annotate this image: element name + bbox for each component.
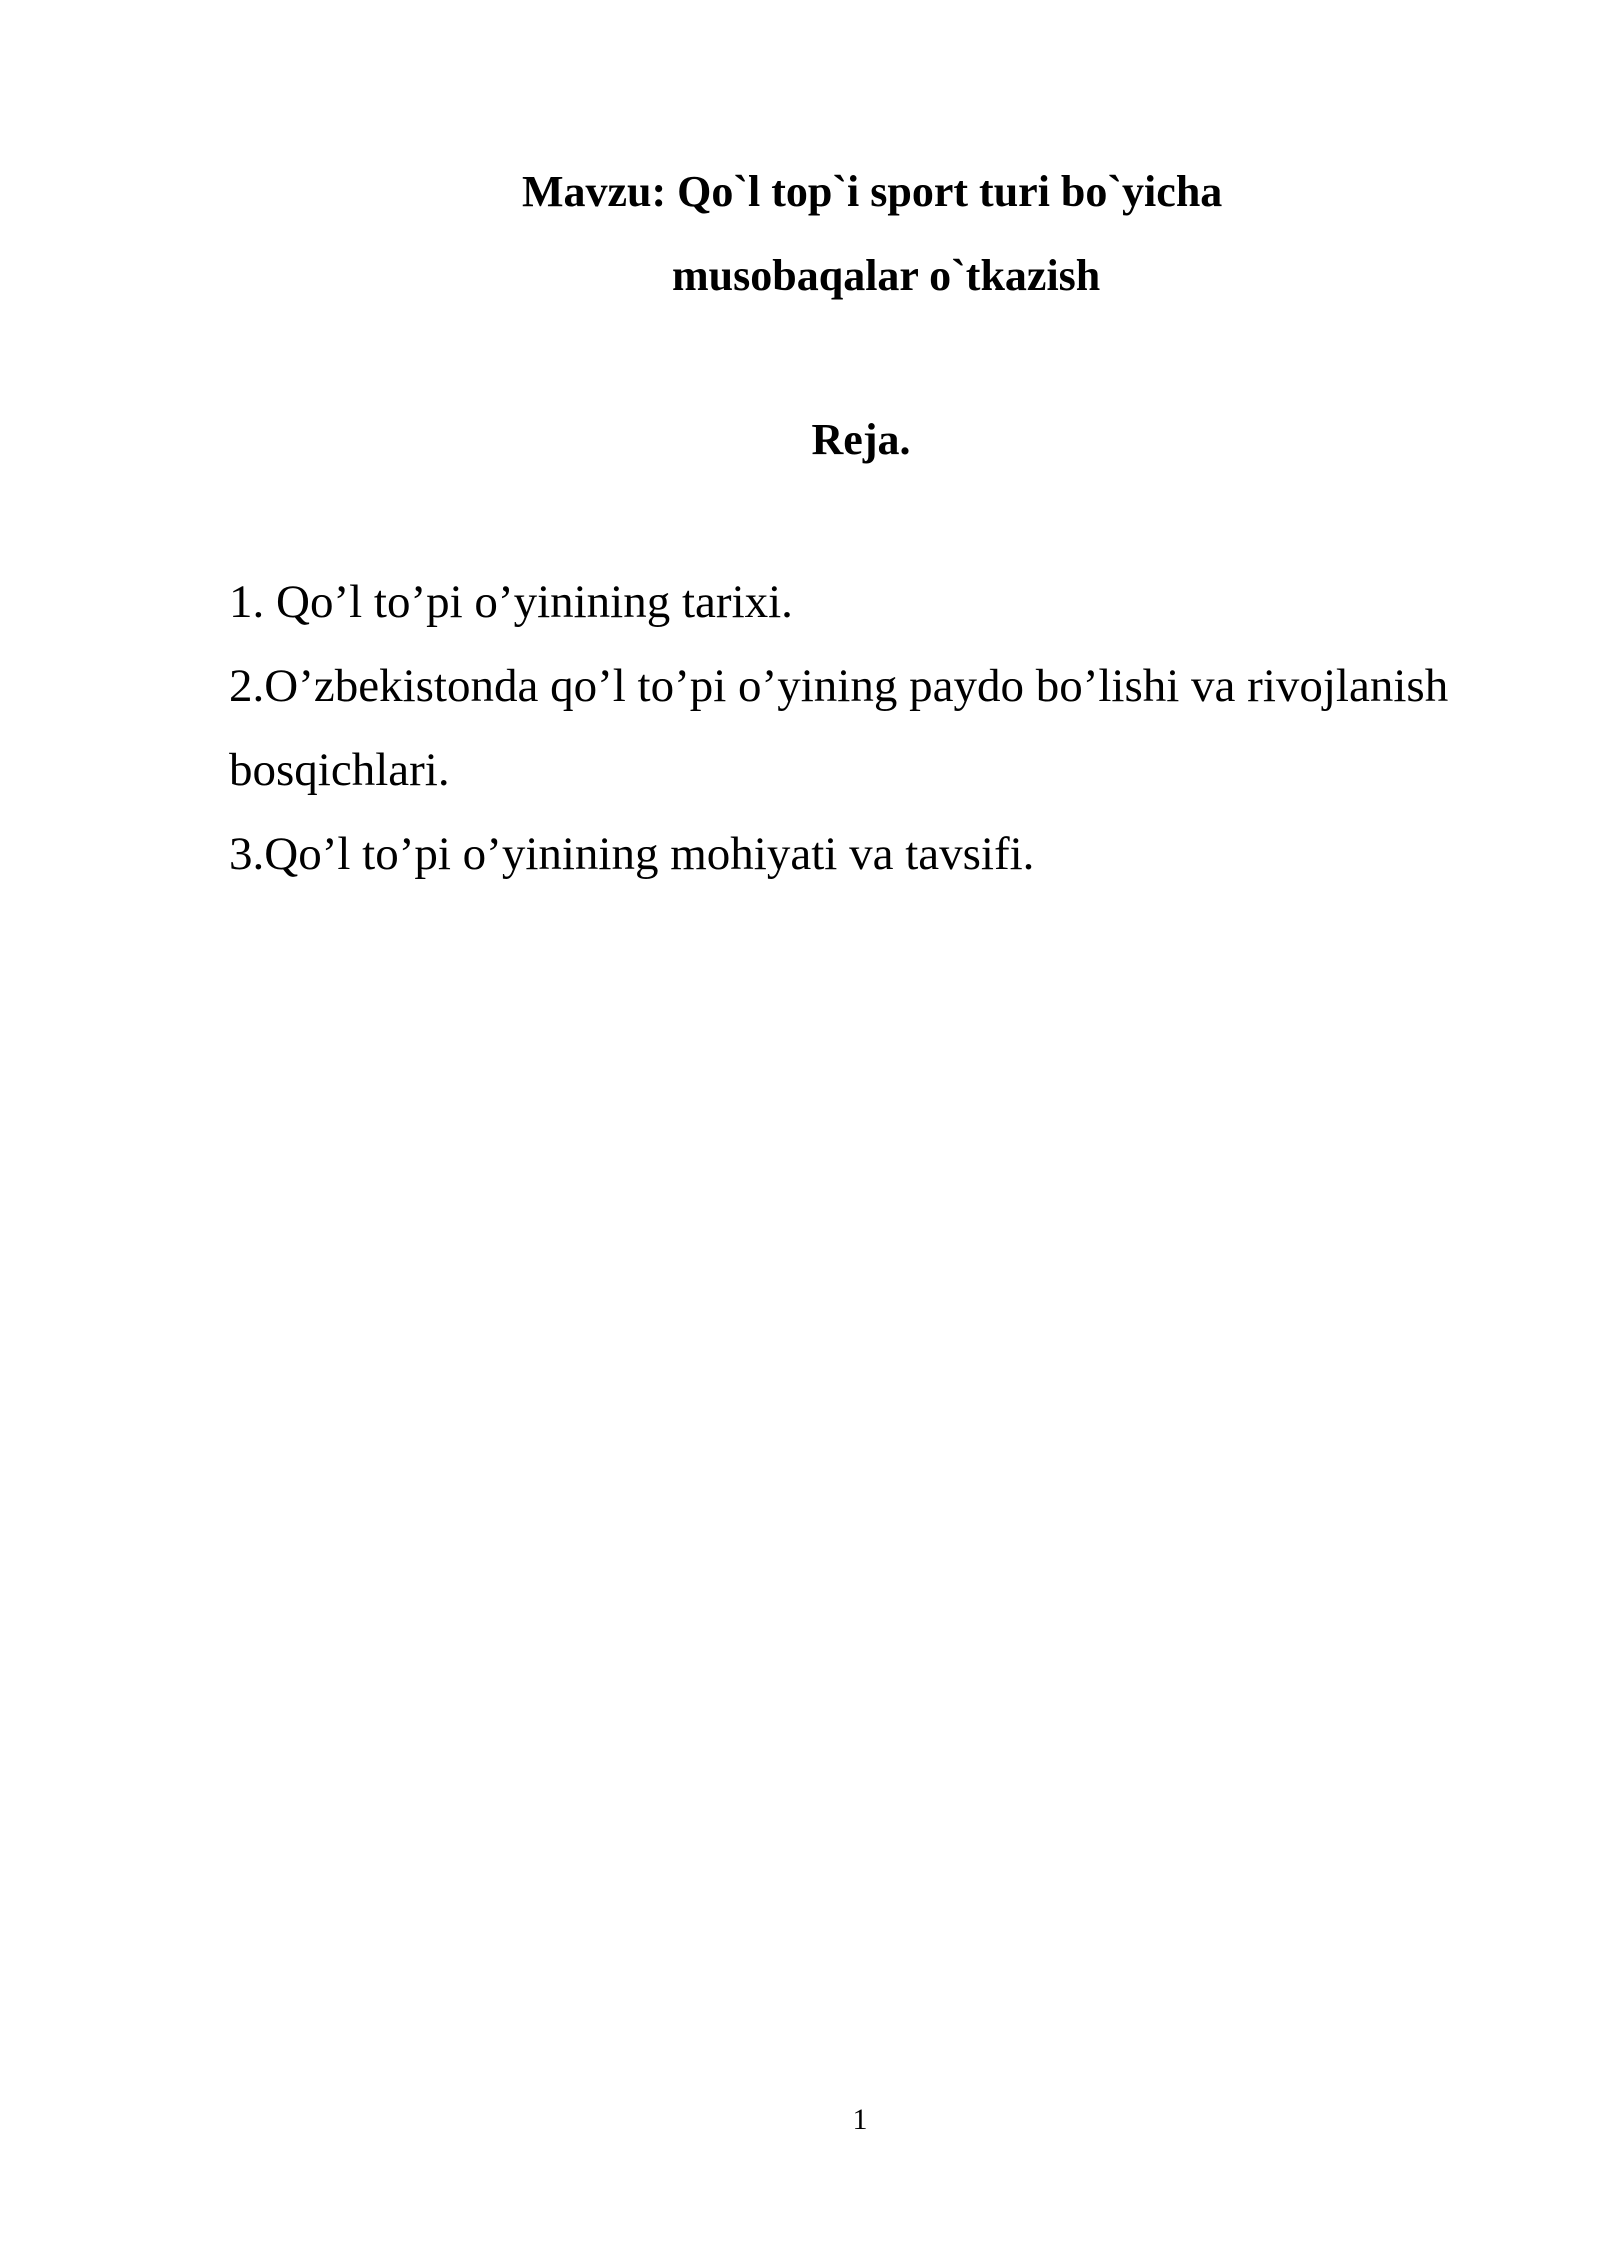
plan-list: [229, 560, 1529, 896]
plan-heading: Reja.: [811, 415, 911, 464]
title-line-2: musobaqalar o`tkazish: [672, 251, 1101, 300]
plan-item: 1. Qo’l to’pi o’yinining tarixi.: [229, 576, 793, 628]
title-line-1: Mavzu: Qo`l top`i sport turi bo`yicha: [522, 167, 1223, 216]
plan-item: 2.O’zbekistonda qo’l to’pi o’yining paydo bo’lishi va rivojlanish bosqichlari.: [229, 660, 1449, 796]
page-number: 1: [852, 2103, 868, 2136]
plan-item: 3.Qo’l to’pi o’yinining mohiyati va tavsifi.: [229, 828, 1035, 880]
